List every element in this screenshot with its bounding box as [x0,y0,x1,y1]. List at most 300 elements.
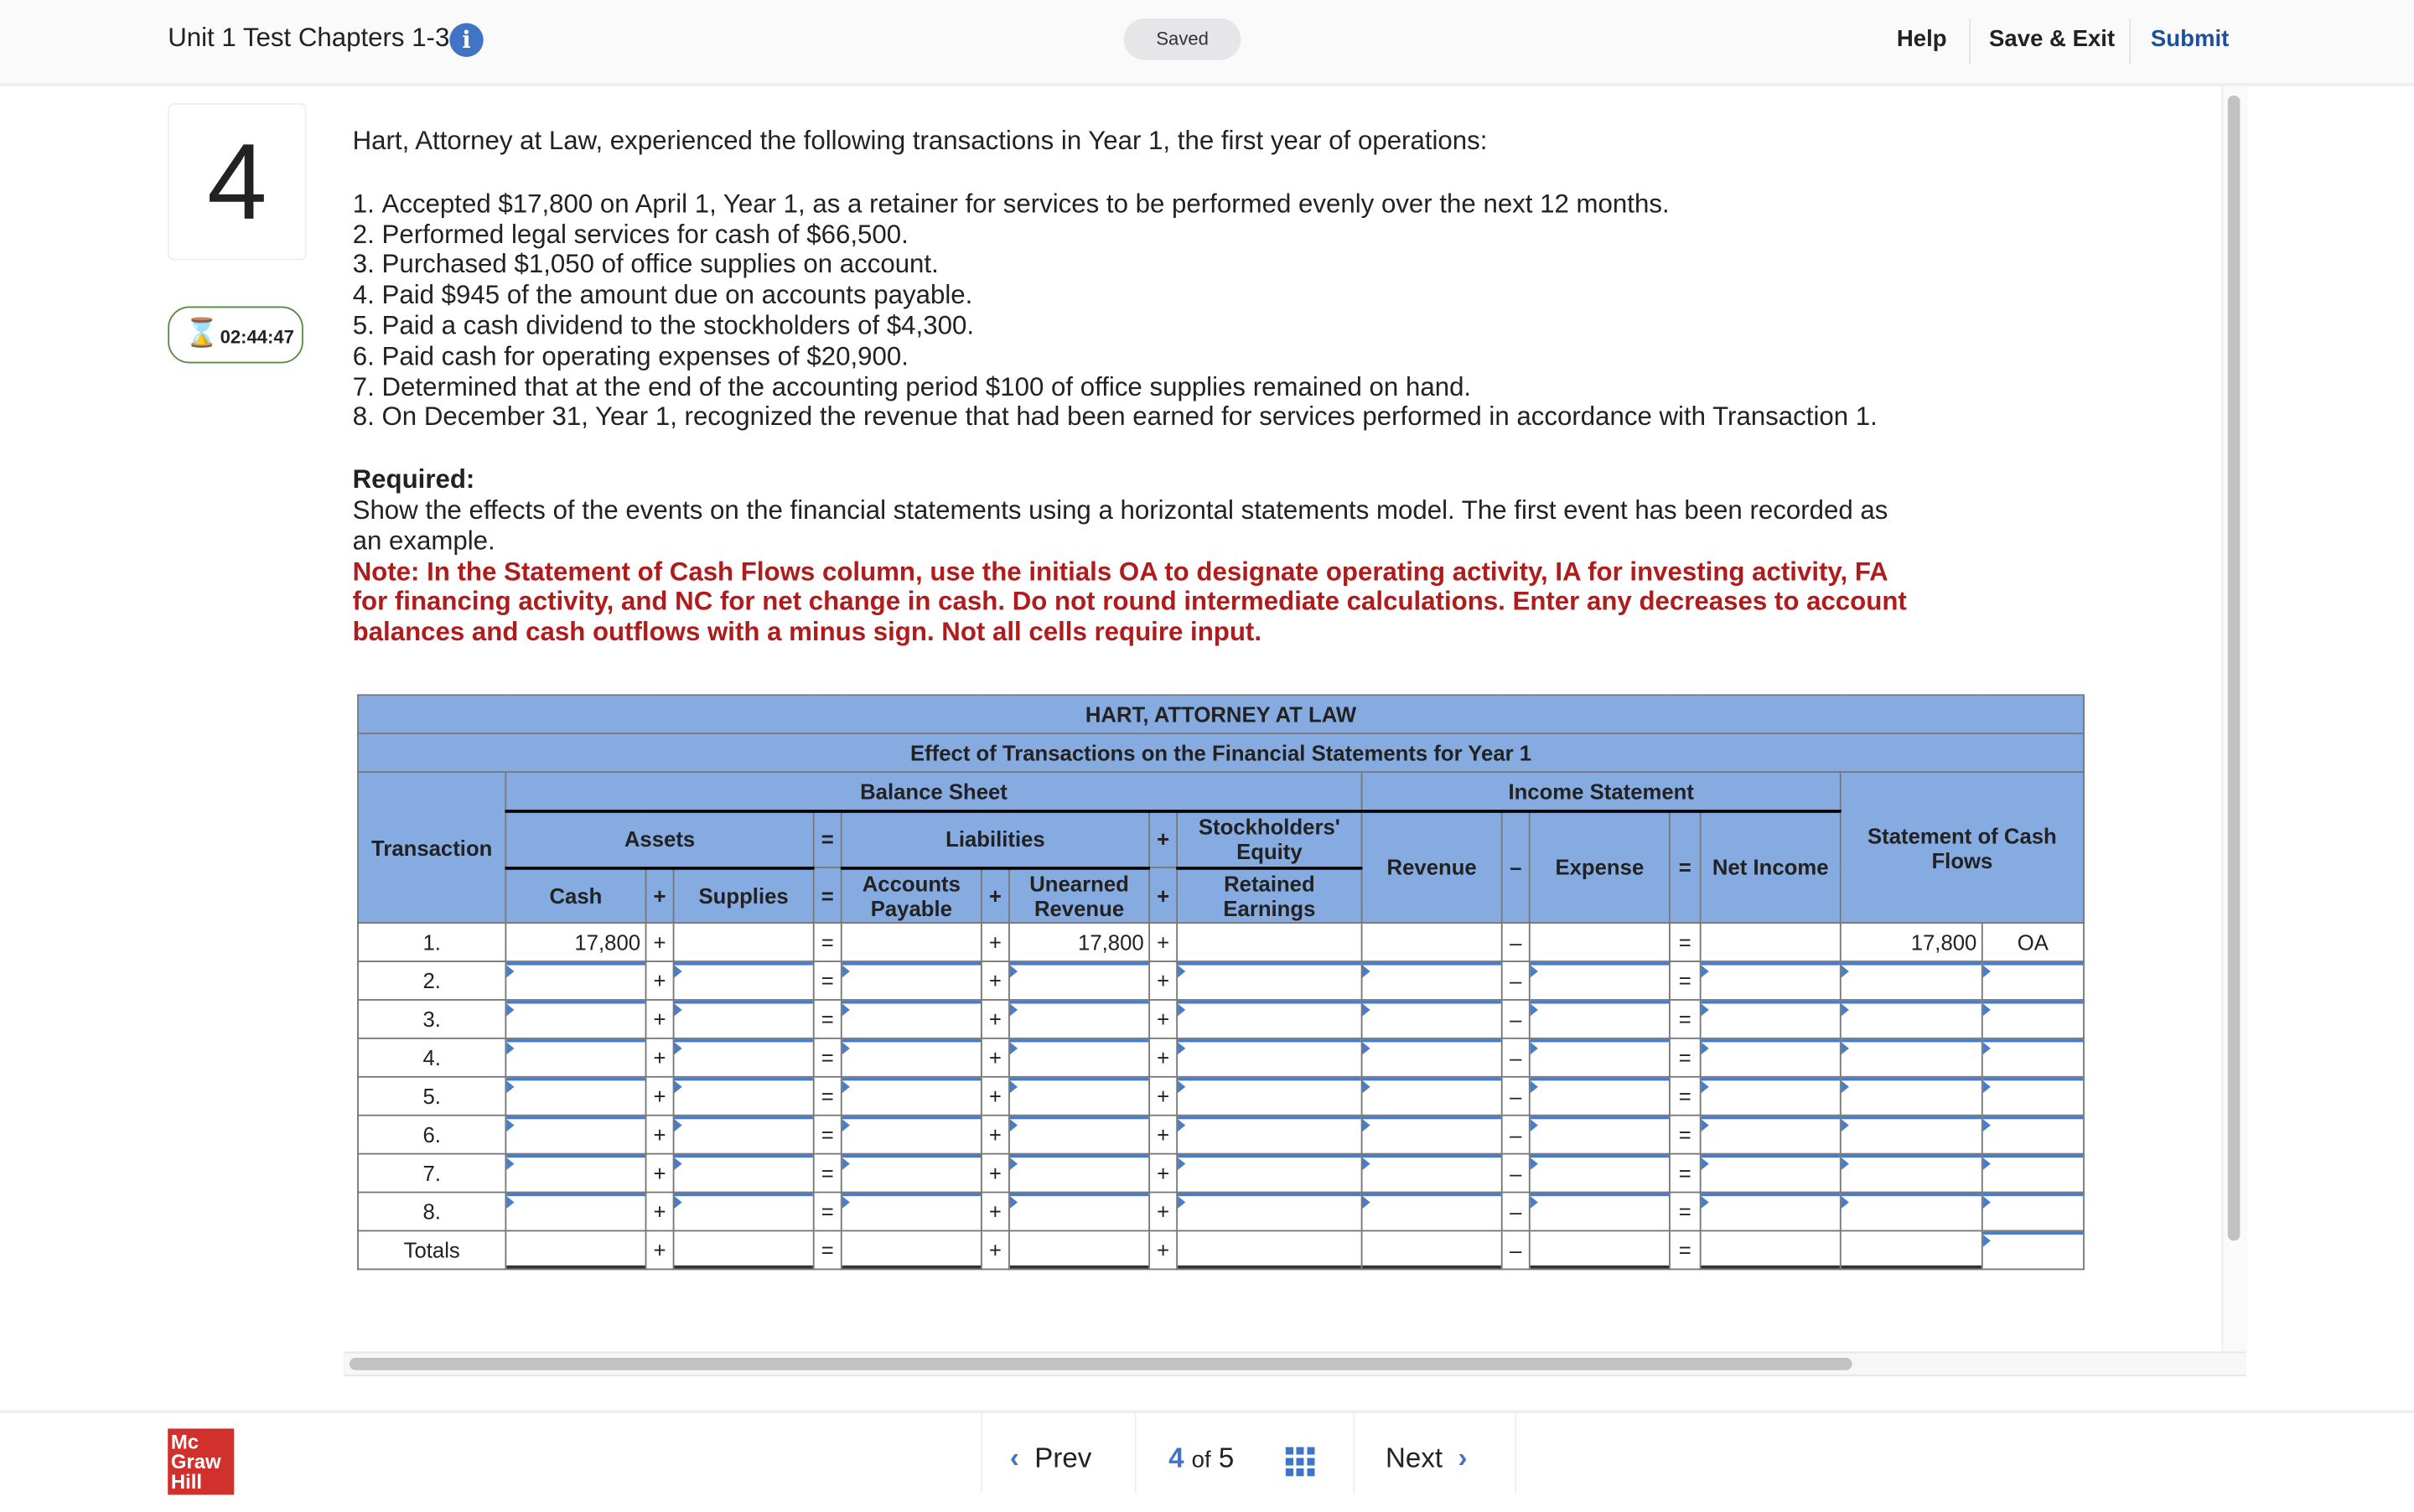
supplies-input[interactable] [674,1155,812,1192]
supplies-cell [674,961,814,1000]
equals-sign: = [814,1154,842,1193]
plus-sign: + [1149,1038,1177,1077]
cash-input[interactable] [506,1155,645,1192]
cash-flow-activity-cell [1982,1116,2084,1154]
minus-sign: – [1502,923,1530,961]
supplies-cell [674,1000,814,1038]
cash-flow-amount-cell [1841,1038,1982,1077]
cash-input[interactable] [506,1039,645,1076]
net-income-input[interactable] [1702,1116,1840,1153]
cash-flow-amount-cell [1841,1077,1982,1116]
retained-earnings-input[interactable] [1178,1155,1361,1192]
cash-flows-header: Statement of Cash Flows [1841,772,2084,923]
equals-sign: = [814,1077,842,1116]
equals-sign: = [1670,1000,1701,1038]
transaction-item: 6. Paid cash for operating expenses of $20,900. [382,341,1924,371]
unearned-revenue-input[interactable] [1010,1193,1148,1230]
revenue-cell [1362,961,1502,1000]
total-pages: 5 [1218,1442,1235,1473]
cash-flow-activity-cell [1982,1038,2084,1077]
cash-flow-amount-input[interactable] [1842,1078,1981,1115]
supplies-input[interactable] [674,1078,812,1115]
horizontal-scrollbar[interactable] [350,1358,1852,1370]
plus-sign: + [646,1230,674,1269]
net-income-cell [1701,1116,1841,1154]
assignment-title: Unit 1 Test Chapters 1-3 [168,23,450,53]
expense-cell [1530,1000,1670,1038]
cash-cell [505,1116,645,1154]
timer [168,307,303,364]
revenue-cell [1362,1038,1502,1077]
retained-earnings-cell [1177,1154,1361,1193]
cash-input[interactable] [506,1193,645,1230]
supplies-input[interactable] [674,1116,812,1153]
unearned-revenue-cell [1009,1000,1149,1038]
equals-sign: = [1670,1230,1701,1269]
expense-input[interactable] [1531,1078,1669,1115]
plus-sign: + [1149,923,1177,961]
equals-sign: = [814,810,842,867]
net-income-cell [1701,1230,1841,1269]
retained-earnings-input[interactable] [1178,1001,1361,1038]
chevron-right-icon: › [1458,1442,1468,1473]
unearned-revenue-cell [1009,1038,1149,1077]
plus-sign: + [982,867,1009,923]
horizontal-statements-model-table [357,694,2085,1270]
cash-input[interactable] [506,1231,645,1268]
accounts-payable-input[interactable] [842,1193,981,1230]
cash-flow-amount-input[interactable] [1842,962,1981,999]
cash-flow-amount-input[interactable] [1842,1116,1981,1153]
plus-sign: + [646,1154,674,1193]
cash-flow-activity-input[interactable] [1983,1116,2083,1153]
row-label: 2. [358,961,505,1000]
net-income-cell [1701,1038,1841,1077]
cash-flow-amount-input[interactable] [1842,1155,1981,1192]
save-exit-button[interactable]: Save & Exit [1989,26,2116,53]
vertical-scrollbar[interactable] [2228,96,2240,1241]
plus-sign: + [646,1116,674,1154]
row-label: 1. [358,923,505,961]
net-income-header: Net Income [1701,810,1841,923]
retained-earnings-cell [1177,1193,1361,1231]
revenue-cell [1362,1154,1502,1193]
cash-cell [505,1038,645,1077]
unearned-revenue-input[interactable] [1010,1231,1148,1268]
unearned-revenue-input[interactable] [1010,1078,1148,1115]
accounts-payable-cell [842,1000,982,1038]
plus-sign: + [982,1000,1009,1038]
expense-input[interactable] [1531,1231,1669,1268]
expense-cell [1530,923,1670,961]
expense-input[interactable] [1531,1001,1669,1038]
question-number: 4 [168,103,306,260]
unearned-revenue-input[interactable] [1010,1001,1148,1038]
cash-flow-activity-input[interactable] [1983,1193,2083,1230]
grid-icon[interactable] [1286,1447,1315,1477]
plus-sign: + [982,1154,1009,1193]
supplies-input[interactable] [674,962,812,999]
divider [1353,1413,1355,1494]
revenue-cell [1362,1193,1502,1231]
revenue-input[interactable] [1363,1193,1501,1230]
cash-flow-activity-input[interactable] [1983,962,2083,999]
cash-cell [505,1230,645,1269]
accounts-payable-cell [842,1230,982,1269]
plus-sign: + [646,923,674,961]
minus-sign: – [1502,961,1530,1000]
cash-input[interactable] [506,1001,645,1038]
equals-sign: = [814,1116,842,1154]
unearned-revenue-cell [1009,1230,1149,1269]
accounts-payable-input[interactable] [842,1116,981,1153]
transaction-item: 8. On December 31, Year 1, recognized the revenue that had been earned for services performed in accordance with Transaction 1. [382,402,1924,432]
balance-sheet-header: Balance Sheet [505,772,1361,810]
row-label: Totals [358,1230,505,1269]
plus-sign: + [1149,1230,1177,1269]
net-income-input[interactable] [1702,1039,1840,1076]
accounts-payable-header: Accounts Payable [842,867,982,923]
expense-cell [1530,1154,1670,1193]
cash-flow-activity-input[interactable] [1983,1001,2083,1038]
mcgraw-hill-logo: Mc Graw Hill [168,1428,234,1494]
table-row [358,1230,2084,1269]
accounts-payable-input[interactable] [842,1155,981,1192]
plus-sign: + [982,961,1009,1000]
unearned-revenue-cell [1009,1116,1149,1154]
cash-flow-amount-cell [1841,1000,1982,1038]
supplies-cell [674,1038,814,1077]
unearned-revenue-header: Unearned Revenue [1009,867,1149,923]
cash-header: Cash [505,867,645,923]
divider [1515,1413,1516,1494]
accounts-payable-cell [842,1038,982,1077]
required-label: Required: [352,465,475,495]
equals-sign: = [1670,1154,1701,1193]
prev-label: Prev [1034,1442,1092,1473]
retained-earnings-cell [1177,1230,1361,1269]
hourglass-icon: ⌛ [184,317,220,349]
question-text [353,127,1923,649]
expense-input[interactable] [1531,1116,1669,1153]
equals-sign: = [814,1193,842,1231]
row-label: 7. [358,1154,505,1193]
minus-sign: – [1502,1077,1530,1116]
cash-flow-amount-cell [1841,1193,1982,1231]
accounts-payable-cell [842,1116,982,1154]
expense-input[interactable] [1531,962,1669,999]
divider [1969,18,1971,65]
retained-earnings-cell [1177,1038,1361,1077]
table-row [358,1038,2084,1077]
unearned-revenue-cell [1009,1154,1149,1193]
transaction-item: 4. Paid $945 of the amount due on accounts payable. [382,281,1924,311]
cash-cell [505,1077,645,1116]
accounts-payable-input[interactable] [842,1001,981,1038]
transaction-item: 2. Performed legal services for cash of $66,500. [382,220,1924,250]
help-link[interactable]: Help [1896,26,1947,53]
cash-input[interactable] [506,962,645,999]
expense-cell [1530,1230,1670,1269]
revenue-cell [1362,1077,1502,1116]
table-row [358,1193,2084,1231]
expense-cell [1530,961,1670,1000]
plus-sign: + [646,1038,674,1077]
equals-sign: = [814,867,842,923]
revenue-cell [1362,1230,1502,1269]
unearned-revenue-input[interactable] [1010,1155,1148,1192]
minus-sign: – [1502,1193,1530,1231]
revenue-cell [1362,923,1502,961]
unearned-revenue-input[interactable] [1010,1039,1148,1076]
chevron-left-icon: ‹ [1009,1442,1019,1473]
cash-cell [505,961,645,1000]
equals-sign: = [814,961,842,1000]
equals-sign: = [1670,1038,1701,1077]
unearned-revenue-input[interactable] [1010,962,1148,999]
cash-flow-activity-cell [1982,1154,2084,1193]
cash-cell [505,1000,645,1038]
retained-earnings-cell [1177,923,1361,961]
retained-earnings-cell [1177,1077,1361,1116]
cash-flow-activity-cell: OA [1982,923,2084,961]
transaction-item: 5. Paid a cash dividend to the stockholders of $4,300. [382,311,1924,341]
cash-flow-amount-cell [1841,961,1982,1000]
cash-flow-activity-cell [1982,961,2084,1000]
revenue-input[interactable] [1363,1001,1501,1038]
cash-input[interactable] [506,1116,645,1153]
row-label: 4. [358,1038,505,1077]
net-income-cell [1701,1000,1841,1038]
revenue-input[interactable] [1363,1078,1501,1115]
expense-cell [1530,1038,1670,1077]
unearned-revenue-cell [1009,961,1149,1000]
plus-sign: + [982,1193,1009,1231]
plus-sign: + [646,867,674,923]
info-icon[interactable]: i [449,23,483,57]
liabilities-header: Liabilities [842,810,1149,867]
expense-cell [1530,1193,1670,1231]
cash-flow-activity-input[interactable] [1983,1078,2083,1115]
supplies-cell [674,1154,814,1193]
cash-input[interactable] [506,1078,645,1115]
supplies-input[interactable] [674,1039,812,1076]
supplies-cell [674,923,814,961]
submit-button[interactable]: Submit [2150,26,2230,53]
timer-value: 02:44:47 [220,326,294,349]
equals-sign: = [814,1000,842,1038]
accounts-payable-input[interactable] [842,1231,981,1268]
net-income-cell [1701,923,1841,961]
supplies-cell [674,1116,814,1154]
plus-sign: + [1149,1000,1177,1038]
cash-flow-amount-input[interactable] [1842,1039,1981,1076]
retained-earnings-header: Retained Earnings [1177,867,1361,923]
table-row [358,1116,2084,1154]
minus-sign: – [1502,1116,1530,1154]
cash-flow-amount-input[interactable] [1842,1193,1981,1230]
supplies-header: Supplies [674,867,814,923]
accounts-payable-input[interactable] [842,962,981,999]
plus-sign: + [1149,1193,1177,1231]
retained-earnings-cell [1177,1116,1361,1154]
cash-flow-amount-cell: 17,800 [1841,923,1982,961]
row-label: 6. [358,1116,505,1154]
net-income-input[interactable] [1702,962,1840,999]
cash-flow-amount-cell [1841,1154,1982,1193]
current-page: 4 [1168,1442,1184,1473]
table-row [358,923,2084,961]
cash-cell [505,1193,645,1231]
equals-sign: = [1670,923,1701,961]
cash-flow-amount-input[interactable] [1842,1001,1981,1038]
divider [981,1413,982,1494]
supplies-cell [674,1077,814,1116]
plus-sign: + [982,1230,1009,1269]
equals-sign: = [1670,1077,1701,1116]
retained-earnings-input[interactable] [1178,1116,1361,1153]
accounts-payable-cell [842,961,982,1000]
cash-flow-activity-input[interactable] [1983,1039,2083,1076]
expense-input[interactable] [1531,1193,1669,1230]
note-text: Note: In the Statement of Cash Flows column, use the initials OA to designate operating activity, IA for investing activity, FA for financing activity, and NC for net change in cash. Do not round intermediate calculations. Enter any decreases to account balances and cash outflows with a minus sign. Not all cells require input. [352,557,1907,647]
cash-flow-activity-input[interactable] [1983,1231,2083,1268]
unearned-revenue-cell [1009,1193,1149,1231]
transaction-item: 3. Purchased $1,050 of office supplies on account. [382,250,1924,280]
plus-sign: + [982,1077,1009,1116]
retained-earnings-input[interactable] [1178,1078,1361,1115]
net-income-input[interactable] [1702,1231,1840,1268]
revenue-input[interactable] [1363,1155,1501,1192]
retained-earnings-input[interactable] [1178,962,1361,999]
transaction-list [353,189,1923,433]
divider [2129,18,2131,65]
minus-sign: – [1502,810,1530,923]
prev-button[interactable] [1010,1442,1091,1475]
supplies-input[interactable] [674,1001,812,1038]
accounts-payable-input[interactable] [842,1078,981,1115]
revenue-cell [1362,1000,1502,1038]
accounts-payable-cell [842,1154,982,1193]
next-button[interactable] [1386,1442,1467,1475]
supplies-cell [674,1193,814,1231]
cash-flow-activity-cell [1982,1193,2084,1231]
net-income-input[interactable] [1702,1193,1840,1230]
revenue-input[interactable] [1363,962,1501,999]
equity-header: Stockholders' Equity [1177,810,1361,867]
plus-sign: + [982,1038,1009,1077]
expense-input[interactable] [1531,1155,1669,1192]
intro-text: Hart, Attorney at Law, experienced the following transactions in Year 1, the first year of operations: [352,126,1488,156]
page-indicator [1168,1442,1234,1475]
expense-cell [1530,1116,1670,1154]
table-row [358,1154,2084,1193]
accounts-payable-cell [842,1193,982,1231]
plus-sign: + [1149,1077,1177,1116]
minus-sign: – [1502,1000,1530,1038]
accounts-payable-cell [842,923,982,961]
row-label: 3. [358,1000,505,1038]
supplies-input[interactable] [674,1231,812,1268]
net-income-cell [1701,1193,1841,1231]
row-label: 5. [358,1077,505,1116]
transaction-item: 1. Accepted $17,800 on April 1, Year 1, as a retainer for services to be performed evenly over the next 12 months. [382,189,1924,220]
expense-cell [1530,1077,1670,1116]
row-label: 8. [358,1193,505,1231]
divider [1135,1413,1137,1494]
retained-earnings-cell [1177,961,1361,1000]
table-subtitle: Effect of Transactions on the Financial Statements for Year 1 [358,733,2084,772]
equals-sign: = [1670,1193,1701,1231]
minus-sign: – [1502,1038,1530,1077]
revenue-input[interactable] [1363,1116,1501,1153]
net-income-cell [1701,1154,1841,1193]
retained-earnings-input[interactable] [1178,1193,1361,1230]
plus-sign: + [1149,1116,1177,1154]
retained-earnings-cell [1177,1000,1361,1038]
retained-earnings-input[interactable] [1178,1039,1361,1076]
revenue-input[interactable] [1363,1231,1501,1268]
expense-input[interactable] [1531,1039,1669,1076]
plus-sign: + [1149,810,1177,867]
assets-header: Assets [505,810,813,867]
of-label: of [1191,1447,1211,1473]
cash-cell: 17,800 [505,923,645,961]
cash-flow-activity-cell [1982,1230,2084,1269]
minus-sign: – [1502,1154,1530,1193]
net-income-input[interactable] [1702,1155,1840,1192]
expense-header: Expense [1530,810,1670,923]
net-income-input[interactable] [1702,1001,1840,1038]
equals-sign: = [1670,1116,1701,1154]
equals-sign: = [1670,961,1701,1000]
cash-flow-activity-input[interactable] [1983,1155,2083,1192]
cash-flow-activity-cell [1982,1077,2084,1116]
plus-sign: + [982,923,1009,961]
net-income-cell [1701,1077,1841,1116]
net-income-input[interactable] [1702,1078,1840,1115]
accounts-payable-input[interactable] [842,1039,981,1076]
revenue-input[interactable] [1363,1039,1501,1076]
plus-sign: + [1149,867,1177,923]
equals-sign: = [814,923,842,961]
minus-sign: – [1502,1230,1530,1269]
next-label: Next [1386,1442,1443,1473]
table-row [358,1000,2084,1038]
revenue-cell [1362,1116,1502,1154]
accounts-payable-cell [842,1077,982,1116]
required-text: Show the effects of the events on the financial statements using a horizontal statements model. The first event has been recorded as an example. [352,495,1888,556]
cash-flow-activity-cell [1982,1000,2084,1038]
cash-flow-amount-input[interactable] [1842,1231,1981,1268]
unearned-revenue-cell [1009,1077,1149,1116]
plus-sign: + [646,1193,674,1231]
supplies-input[interactable] [674,1193,812,1230]
unearned-revenue-input[interactable] [1010,1116,1148,1153]
plus-sign: + [646,1000,674,1038]
income-statement-header: Income Statement [1362,772,1841,810]
equals-sign: = [814,1038,842,1077]
table-title: HART, ATTORNEY AT LAW [358,695,2084,733]
net-income-cell [1701,961,1841,1000]
plus-sign: + [646,961,674,1000]
equals-sign: = [1670,810,1701,923]
retained-earnings-input[interactable] [1178,1231,1361,1268]
plus-sign: + [646,1077,674,1116]
table-row [358,961,2084,1000]
transaction-item: 7. Determined that at the end of the accounting period $100 of office supplies remained on hand. [382,372,1924,402]
cash-cell [505,1154,645,1193]
